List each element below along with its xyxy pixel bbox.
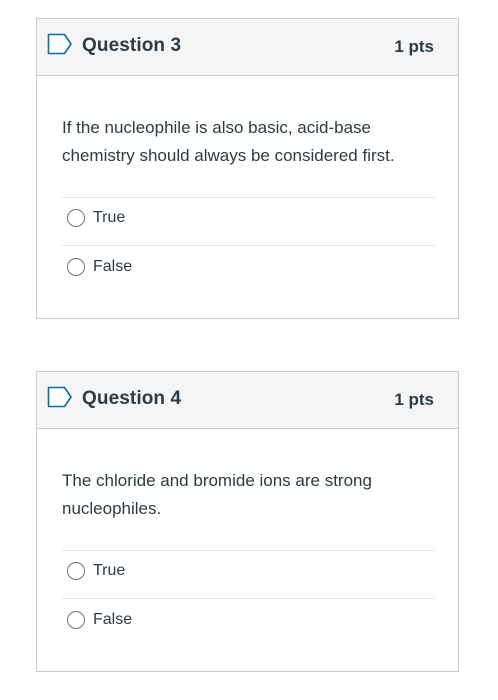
question-header xyxy=(37,372,458,429)
answer-option-true[interactable] xyxy=(67,203,125,233)
answer-divider xyxy=(62,550,435,551)
answer-label: True xyxy=(93,209,126,226)
radio-icon[interactable] xyxy=(67,258,85,276)
answer-divider xyxy=(62,598,435,599)
answer-divider xyxy=(62,197,435,198)
question-text: The chloride and bromide ions are strong nucleophiles. xyxy=(62,471,372,518)
answer-divider xyxy=(62,245,435,246)
question-text: If the nucleophile is also basic, acid-base chemistry should always be considered first. xyxy=(62,118,395,165)
question-title: Question 3 xyxy=(82,35,182,56)
answer-option-false[interactable] xyxy=(67,605,132,635)
flag-icon[interactable] xyxy=(47,386,73,408)
radio-icon[interactable] xyxy=(67,611,85,629)
flag-icon[interactable] xyxy=(47,33,73,55)
question-header xyxy=(37,19,458,76)
radio-icon[interactable] xyxy=(67,209,85,227)
answer-label: False xyxy=(93,258,133,275)
question-points: 1 pts xyxy=(394,37,434,56)
question-card-3 xyxy=(36,18,459,319)
question-title: Question 4 xyxy=(82,388,182,409)
answer-label: True xyxy=(93,562,126,579)
answer-option-true[interactable] xyxy=(67,556,125,586)
answer-option-false[interactable] xyxy=(67,252,132,282)
question-points: 1 pts xyxy=(394,390,434,409)
radio-icon[interactable] xyxy=(67,562,85,580)
answer-label: False xyxy=(93,611,133,628)
question-card-4 xyxy=(36,371,459,672)
